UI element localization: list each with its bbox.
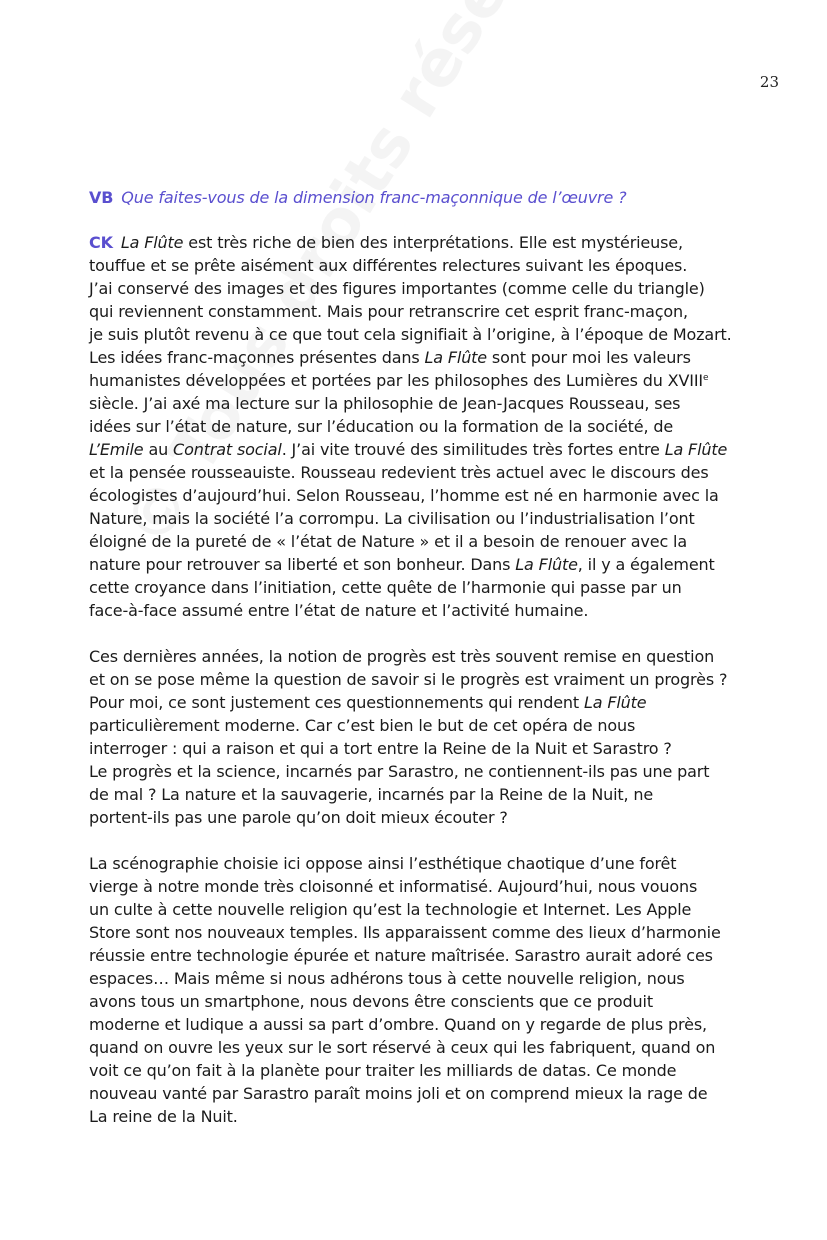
text-line (89, 369, 749, 392)
work-title: L’Emile (89, 440, 144, 459)
text-span: humanistes développées et portées par les philosophes des Lumières du XVIII (89, 371, 703, 390)
text-line: écologistes d’aujourd’hui. Selon Rousseau, l’homme est né en harmonie avec la (89, 486, 719, 505)
text-span: Pour moi, ce sont justement ces questionnements qui rendent (89, 693, 584, 712)
text-span: . J’ai vite trouvé des similitudes très fortes entre (281, 440, 665, 459)
text-line: je suis plutôt revenu à ce que tout cela signifiait à l’origine, à l’époque de Mozart. (89, 325, 732, 344)
text-line: Le progrès et la science, incarnés par Sarastro, ne contiennent-ils pas une part (89, 762, 710, 781)
text-line: un culte à cette nouvelle religion qu’est la technologie et Internet. Les Apple (89, 900, 692, 919)
text-line: réussie entre technologie épurée et nature maîtrisée. Sarastro aurait adoré ces (89, 946, 713, 965)
text-span: nature pour retrouver sa liberté et son bonheur. Dans (89, 555, 516, 574)
text-line: particulièrement moderne. Car c’est bien le but de cet opéra de nous (89, 716, 636, 735)
superscript: e (702, 373, 709, 383)
text-line: quand on ouvre les yeux sur le sort réservé à ceux qui les fabriquent, quand on (89, 1038, 716, 1057)
work-title: Contrat social (173, 440, 282, 459)
text-line: siècle. J’ai axé ma lecture sur la philosophie de Jean-Jacques Rousseau, ses (89, 394, 681, 413)
work-title: La Flûte (120, 233, 184, 252)
text-span: sont pour moi les valeurs (487, 348, 691, 367)
text-line: moderne et ludique a aussi sa part d’ombre. Quand on y regarde de plus près, (89, 1015, 707, 1034)
interview-text (89, 186, 749, 1151)
text-span: Les idées franc-maçonnes présentes dans (89, 348, 425, 367)
text-line: touffue et se prête aisément aux différentes relectures suivant les époques. (89, 256, 688, 275)
text-line: Nature, mais la société l’a corrompu. La civilisation ou l’industrialisation l’ont (89, 509, 695, 528)
text-line: vierge à notre monde très cloisonné et informatisé. Aujourd’hui, nous vouons (89, 877, 698, 896)
text-line: voit ce qu’on fait à la planète pour traiter les milliards de datas. Ce monde (89, 1061, 677, 1080)
text-line: idées sur l’état de nature, sur l’éducation ou la formation de la société, de (89, 417, 674, 436)
text-span: est très riche de bien des interprétations. Elle est mystérieuse, (183, 233, 683, 252)
text-line: interroger : qui a raison et qui a tort entre la Reine de la Nuit et Sarastro ? (89, 739, 672, 758)
text-line (89, 553, 749, 576)
text-line: Store sont nos nouveaux temples. Ils apparaissent comme des lieux d’harmonie (89, 923, 721, 942)
text-line: La scénographie choisie ici oppose ainsi l’esthétique chaotique d’une forêt (89, 854, 677, 873)
speaker-vb: VB (89, 188, 114, 207)
text-line: et la pensée rousseauiste. Rousseau redevient très actuel avec le discours des (89, 463, 709, 482)
answer-paragraph-1 (89, 231, 749, 622)
text-span: , il y a également (577, 555, 715, 574)
question-text: Que faites-vous de la dimension franc-maçonnique de l’œuvre ? (121, 188, 627, 207)
page-number: 23 (759, 73, 779, 91)
text-line: qui reviennent constamment. Mais pour retranscrire cet esprit franc-maçon, (89, 302, 688, 321)
text-line: La reine de la Nuit. (89, 1107, 238, 1126)
work-title: La Flûte (664, 440, 728, 459)
text-line: espaces… Mais même si nous adhérons tous à cette nouvelle religion, nous (89, 969, 685, 988)
text-line: face-à-face assumé entre l’état de nature et l’activité humaine. (89, 601, 589, 620)
text-line: et on se pose même la question de savoir si le progrès est vraiment un progrès ? (89, 670, 728, 689)
text-line (89, 691, 749, 714)
text-line: portent-ils pas une parole qu’on doit mieux écouter ? (89, 808, 508, 827)
work-title: La Flûte (424, 348, 487, 367)
text-line: avons tous un smartphone, nous devons être conscients que ce produit (89, 992, 653, 1011)
text-line: J’ai conservé des images et des figures importantes (comme celle du triangle) (89, 279, 705, 298)
question (89, 186, 749, 209)
text-line (89, 438, 749, 461)
work-title: La Flûte (583, 693, 647, 712)
speaker-ck: CK (89, 233, 113, 252)
text-line (89, 231, 749, 254)
answer-paragraph-2 (89, 645, 749, 829)
work-title: La Flûte (515, 555, 578, 574)
text-line: Ces dernières années, la notion de progrès est très souvent remise en question (89, 647, 715, 666)
text-line: de mal ? La nature et la sauvagerie, incarnés par la Reine de la Nuit, ne (89, 785, 654, 804)
text-line: cette croyance dans l’initiation, cette quête de l’harmonie qui passe par un (89, 578, 682, 597)
text-line (89, 346, 749, 369)
text-span: au (143, 440, 174, 459)
answer-paragraph-3 (89, 852, 749, 1128)
text-line: nouveau vanté par Sarastro paraît moins joli et on comprend mieux la rage de (89, 1084, 708, 1103)
text-line: éloigné de la pureté de « l’état de Nature » et il a besoin de renouer avec la (89, 532, 687, 551)
